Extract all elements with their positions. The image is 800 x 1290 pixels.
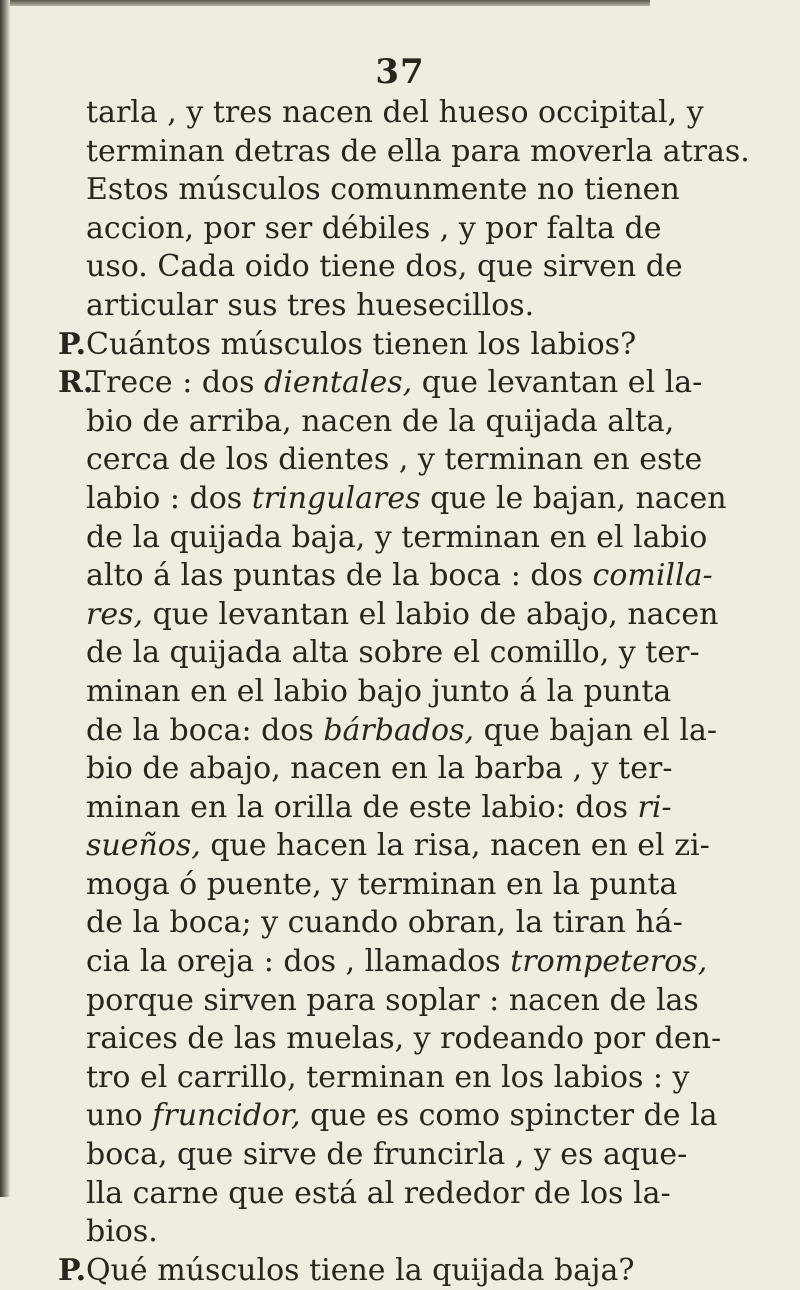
italic-term: sueños, [86,828,201,864]
text-line [58,441,788,480]
text-line [58,133,788,172]
text-segment: accion, por ser débiles , y por falta de [86,210,662,246]
italic-term: bárbados, [323,712,475,748]
text-segment: lla carne que está al rededor de los la- [86,1175,671,1211]
italic-term: comilla- [592,558,713,594]
text-line [58,634,788,673]
text-segment: uno [86,1098,153,1134]
italic-term: res, [86,596,144,632]
text-line [58,171,788,210]
text-line [58,982,788,1021]
text-segment: alto á las puntas de la boca : dos [86,558,593,594]
text-segment: tarla , y tres nacen del hueso occipital, y [86,95,704,130]
text-line [58,673,788,712]
question-answer-line [58,326,788,365]
text-segment: que levantan el la- [412,365,703,401]
text-segment: que hacen la risa, nacen en el zi- [200,828,710,864]
text-segment: de la quijada baja, y terminan en el labio [86,519,708,555]
line-label: P. [58,326,87,362]
text-segment: bios. [86,1214,158,1250]
text-segment: de la boca; y cuando obran, la tiran há- [86,905,683,941]
text-line [58,403,788,442]
text-line [58,712,788,751]
text-line [58,480,788,519]
text-line [58,750,788,789]
page-binding-edge [0,0,10,1197]
italic-term: tringulares [251,480,421,516]
text-line [58,94,788,133]
text-segment: minan en la orilla de este labio: dos [86,789,638,825]
text-line [58,596,788,635]
text-line [58,210,788,249]
italic-term: dientales, [264,365,413,401]
text-segment: que es como spincter de la [300,1098,718,1134]
italic-term: trompeteros, [510,944,708,980]
italic-term: ri- [637,789,672,825]
page-number: 37 [375,52,425,92]
text-line [58,827,788,866]
text-line [58,1136,788,1175]
text-segment: Cuántos músculos tienen los labios? [86,326,637,362]
text-segment: cia la oreja : dos , llamados [86,944,511,980]
text-segment: que levantan el labio de abajo, nacen [143,596,719,632]
text-line [58,943,788,982]
text-line [58,248,788,287]
text-line [58,1097,788,1136]
text-segment: labio : dos [86,480,252,516]
text-segment: boca, que sirve de fruncirla , y es aque- [86,1137,688,1173]
text-line [58,904,788,943]
text-segment: de la quijada alta sobre el comillo, y ter- [86,635,700,671]
text-segment: bio de arriba, nacen de la quijada alta, [86,403,675,439]
question-answer-line [58,1252,788,1290]
question-answer-line [58,364,788,403]
page-top-rule [10,0,650,6]
text-line [58,519,788,558]
text-line [58,1213,788,1252]
text-segment: moga ó puente, y terminan en la punta [86,866,678,902]
text-line [58,866,788,905]
text-segment: uso. Cada oido tiene dos, que sirven de [86,249,683,285]
text-segment: minan en el labio bajo junto á la punta [86,673,672,709]
text-segment: articular sus tres huesecillos. [86,287,535,323]
text-line [58,1059,788,1098]
text-segment: Estos músculos comunmente no tienen [86,172,680,208]
body-text [58,94,788,1290]
line-label: P. [58,1252,87,1288]
text-line [58,789,788,828]
text-segment: raices de las muelas, y rodeando por den- [86,1021,722,1057]
text-segment: Trece : dos [86,365,265,401]
text-segment: que bajan el la- [474,712,718,748]
text-segment: tro el carrillo, terminan en los labios : y [86,1059,690,1095]
text-segment: cerca de los dientes , y terminan en este [86,442,703,478]
text-line [58,557,788,596]
line-label: R. [58,365,94,401]
text-segment: de la boca: dos [86,712,324,748]
text-segment: porque sirven para soplar : nacen de las [86,982,699,1018]
text-line [58,1175,788,1214]
text-segment: bio de abajo, nacen en la barba , y ter- [86,751,673,787]
text-segment: Qué músculos tiene la quijada baja? [86,1252,635,1288]
text-line [58,287,788,326]
italic-term: fruncidor, [152,1098,301,1134]
text-line [58,1020,788,1059]
text-segment: que le bajan, nacen [420,480,727,516]
text-segment: terminan detras de ella para moverla atras. [86,133,750,169]
